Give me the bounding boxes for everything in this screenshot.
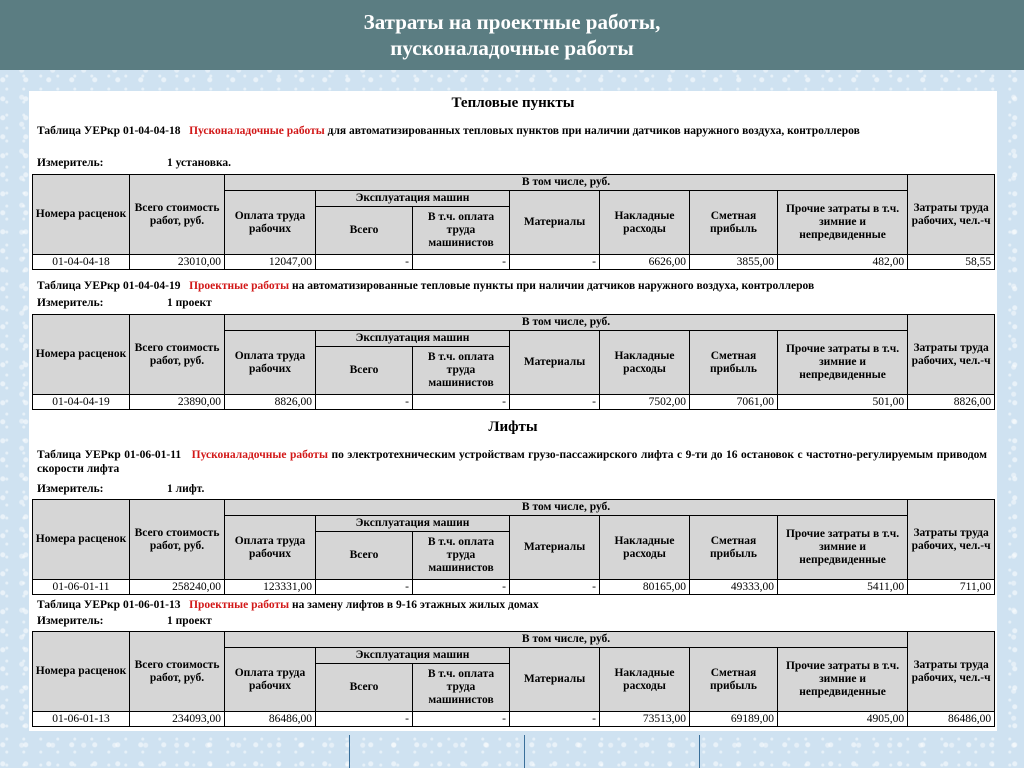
measure-label: Измеритель: (37, 615, 104, 627)
measure-value: 1 проект (167, 615, 212, 627)
header-mach-total: Всего (316, 664, 413, 712)
measure-value: 1 установка. (167, 157, 232, 169)
cell-mach-total: - (316, 580, 413, 595)
header-overhead: Накладные расходы (600, 191, 690, 255)
decorative-line (524, 735, 525, 768)
header-machines: Эксплуатация машин (316, 331, 510, 347)
header-hours: Затраты труда рабочих, чел.-ч (908, 500, 995, 580)
cell-other: 5411,00 (778, 580, 908, 595)
cell-num: 01-06-01-13 (33, 712, 130, 727)
work-description: по электротехническим устройствам грузо-пассажирского лифта с 9-ти до 16 остановок с частотно-регулируемым приводом скорости лифта (37, 449, 988, 475)
cell-profit: 69189,00 (690, 712, 778, 727)
header-materials: Материалы (510, 648, 600, 712)
header-other: Прочие затраты в т.ч. зимние и непредвиденные (778, 516, 908, 580)
work-description: для автоматизированных тепловых пунктов при наличии датчиков наружного воздуха, контроллеров (327, 125, 860, 137)
header-materials: Материалы (510, 331, 600, 395)
cell-other: 4905,00 (778, 712, 908, 727)
header-mach-total: Всего (316, 207, 413, 255)
measure-label: Измеритель: (37, 157, 104, 169)
table-id: Таблица УЕРкр 01-06-01-11 (37, 449, 182, 461)
cell-labor: 8826,00 (225, 395, 316, 410)
work-type: Проектные работы (189, 280, 290, 292)
header-profit: Сметная прибыль (690, 331, 778, 395)
cost-table (32, 314, 995, 410)
header-labor: Оплата труда рабочих (225, 331, 316, 395)
slide-title-line-2: пусконаладочные работы (390, 36, 634, 60)
cell-overhead: 7502,00 (600, 395, 690, 410)
table-row (33, 712, 995, 727)
work-type: Пусконаладочные работы (191, 449, 328, 461)
cell-mach-total: - (316, 712, 413, 727)
header-overhead: Накладные расходы (600, 331, 690, 395)
table-description (37, 279, 987, 293)
header-incl: В том числе, руб. (225, 315, 908, 331)
header-mach-total: Всего (316, 532, 413, 580)
cell-mach-incl: - (413, 712, 510, 727)
header-other: Прочие затраты в т.ч. зимние и непредвиденные (778, 331, 908, 395)
cost-table (32, 174, 995, 270)
decorative-line (699, 735, 700, 768)
document-sheet (29, 91, 997, 731)
header-mach-total: Всего (316, 347, 413, 395)
measure-line (37, 483, 205, 495)
header-machines: Эксплуатация машин (316, 648, 510, 664)
cost-table (32, 499, 995, 595)
measure-line (37, 615, 212, 627)
work-description: на замену лифтов в 9-16 этажных жилых домах (291, 599, 539, 611)
measure-label: Измеритель: (37, 297, 104, 309)
header-total: Всего стоимость работ, руб. (130, 175, 225, 255)
header-other: Прочие затраты в т.ч. зимние и непредвиденные (778, 191, 908, 255)
cell-profit: 49333,00 (690, 580, 778, 595)
cell-hours: 86486,00 (908, 712, 995, 727)
measure-line (37, 297, 212, 309)
work-description: на автоматизированные тепловые пункты при наличии датчиков наружного воздуха, контроллеров (291, 280, 815, 292)
cell-total: 234093,00 (130, 712, 225, 727)
slide-title (0, 0, 1024, 70)
cell-hours: 711,00 (908, 580, 995, 595)
measure-value: 1 лифт. (167, 483, 205, 495)
header-hours: Затраты труда рабочих, чел.-ч (908, 632, 995, 712)
cell-overhead: 6626,00 (600, 255, 690, 270)
header-num: Номера расценок (33, 632, 130, 712)
header-other: Прочие затраты в т.ч. зимние и непредвиденные (778, 648, 908, 712)
decorative-line (349, 735, 350, 768)
work-type: Пусконаладочные работы (189, 125, 325, 137)
cell-overhead: 73513,00 (600, 712, 690, 727)
table-id: Таблица УЕРкр 01-04-04-18 (37, 125, 181, 137)
table-id: Таблица УЕРкр 01-04-04-19 (37, 280, 181, 292)
work-type: Проектные работы (189, 599, 290, 611)
header-num: Номера расценок (33, 500, 130, 580)
cell-materials: - (510, 580, 600, 595)
cell-mach-total: - (316, 395, 413, 410)
header-profit: Сметная прибыль (690, 191, 778, 255)
cell-mach-incl: - (413, 255, 510, 270)
table-row (33, 395, 995, 410)
table-row (33, 255, 995, 270)
cell-overhead: 80165,00 (600, 580, 690, 595)
table-row (33, 580, 995, 595)
table-id: Таблица УЕРкр 01-06-01-13 (37, 599, 181, 611)
header-overhead: Накладные расходы (600, 516, 690, 580)
cost-table (32, 631, 995, 727)
header-num: Номера расценок (33, 315, 130, 395)
cell-total: 23890,00 (130, 395, 225, 410)
cell-labor: 12047,00 (225, 255, 316, 270)
cell-materials: - (510, 395, 600, 410)
cell-hours: 8826,00 (908, 395, 995, 410)
header-total: Всего стоимость работ, руб. (130, 315, 225, 395)
cell-profit: 7061,00 (690, 395, 778, 410)
section-title-elevators: Лифты (488, 419, 538, 435)
cell-total: 23010,00 (130, 255, 225, 270)
cell-hours: 58,55 (908, 255, 995, 270)
header-hours: Затраты труда рабочих, чел.-ч (908, 175, 995, 255)
header-overhead: Накладные расходы (600, 648, 690, 712)
header-mach-incl: В т.ч. оплата труда машинистов (413, 207, 510, 255)
header-materials: Материалы (510, 516, 600, 580)
header-labor: Оплата труда рабочих (225, 516, 316, 580)
header-incl: В том числе, руб. (225, 500, 908, 516)
cell-labor: 86486,00 (225, 712, 316, 727)
table-description (37, 598, 987, 612)
header-incl: В том числе, руб. (225, 175, 908, 191)
header-profit: Сметная прибыль (690, 516, 778, 580)
header-hours: Затраты труда рабочих, чел.-ч (908, 315, 995, 395)
cell-mach-incl: - (413, 580, 510, 595)
header-mach-incl: В т.ч. оплата труда машинистов (413, 532, 510, 580)
header-machines: Эксплуатация машин (316, 191, 510, 207)
cell-mach-total: - (316, 255, 413, 270)
cell-num: 01-06-01-11 (33, 580, 130, 595)
header-num: Номера расценок (33, 175, 130, 255)
header-mach-incl: В т.ч. оплата труда машинистов (413, 347, 510, 395)
header-machines: Эксплуатация машин (316, 516, 510, 532)
cell-mach-incl: - (413, 395, 510, 410)
header-mach-incl: В т.ч. оплата труда машинистов (413, 664, 510, 712)
cell-labor: 123331,00 (225, 580, 316, 595)
cell-other: 482,00 (778, 255, 908, 270)
header-labor: Оплата труда рабочих (225, 191, 316, 255)
measure-value: 1 проект (167, 297, 212, 309)
measure-line (37, 157, 232, 169)
cell-materials: - (510, 712, 600, 727)
header-incl: В том числе, руб. (225, 632, 908, 648)
table-description (37, 124, 987, 138)
cell-profit: 3855,00 (690, 255, 778, 270)
measure-label: Измеритель: (37, 483, 104, 495)
header-labor: Оплата труда рабочих (225, 648, 316, 712)
cell-num: 01-04-04-19 (33, 395, 130, 410)
cell-num: 01-04-04-18 (33, 255, 130, 270)
cell-materials: - (510, 255, 600, 270)
header-materials: Материалы (510, 191, 600, 255)
table-description (37, 448, 987, 476)
header-total: Всего стоимость работ, руб. (130, 500, 225, 580)
cell-other: 501,00 (778, 395, 908, 410)
slide-title-line-1: Затраты на проектные работы, (363, 10, 661, 34)
section-title-heating: Тепловые пункты (451, 95, 575, 111)
cell-total: 258240,00 (130, 580, 225, 595)
header-total: Всего стоимость работ, руб. (130, 632, 225, 712)
header-profit: Сметная прибыль (690, 648, 778, 712)
